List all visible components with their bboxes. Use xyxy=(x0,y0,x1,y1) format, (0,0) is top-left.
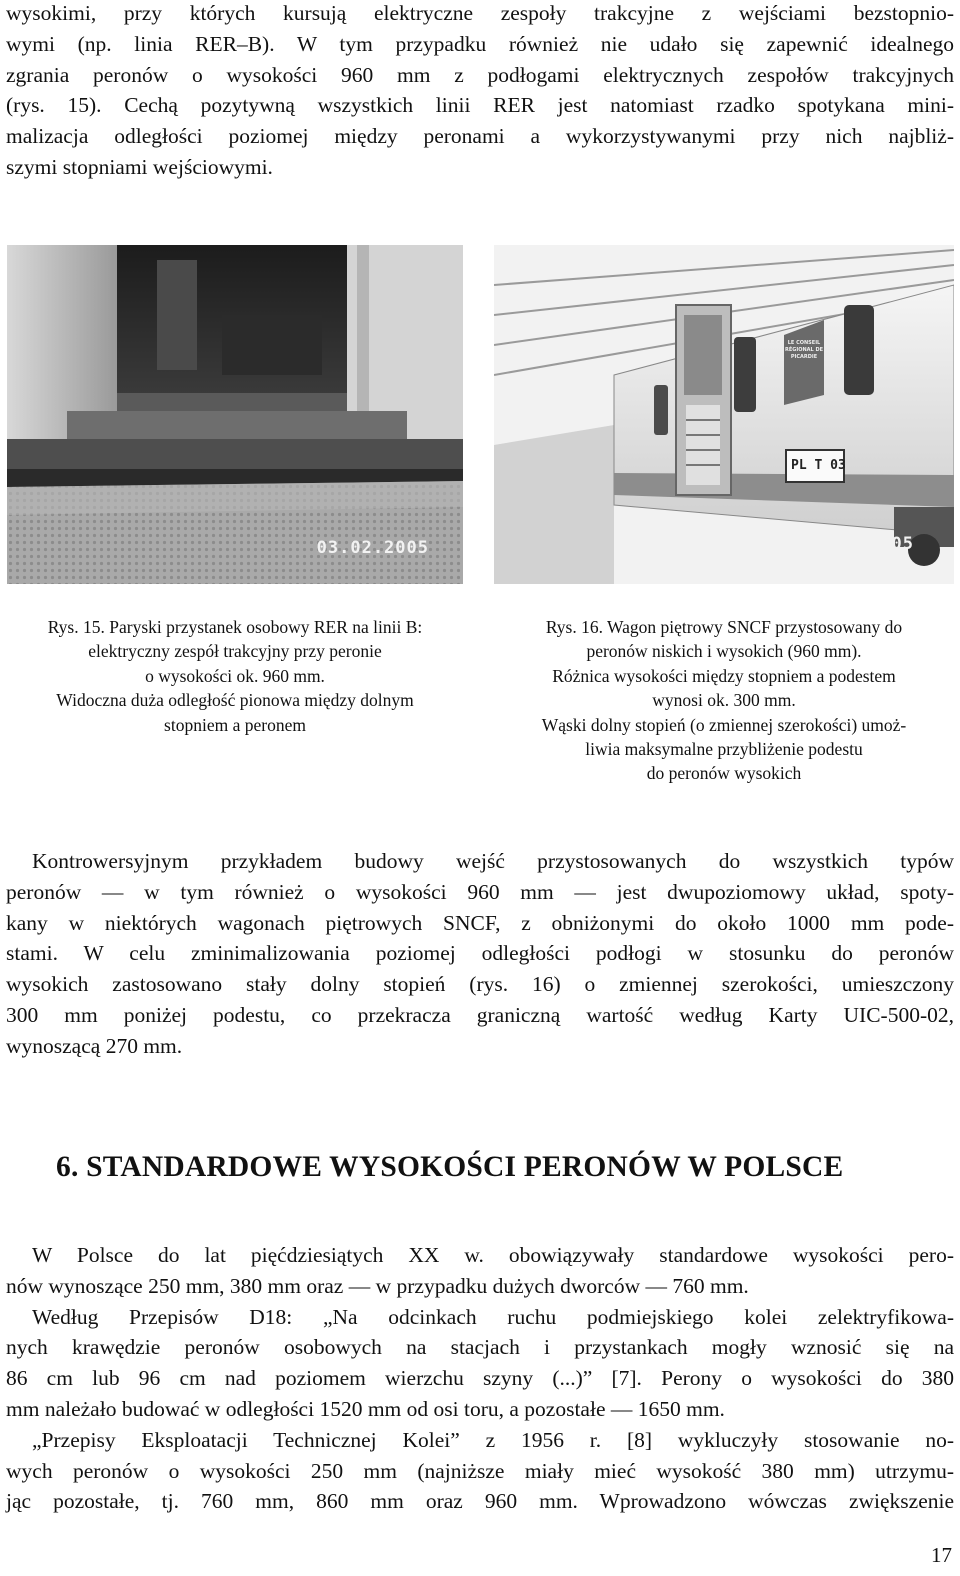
plate-text: PL T 03 xyxy=(791,458,846,473)
text-line: W Polsce do lat pięćdziesiątych XX w. obowiązywały standardowe wysokości pero- xyxy=(32,1243,954,1267)
text-line: malizacja odległości poziomej między peronami a wykorzystywanymi przy nich najbliż- xyxy=(6,124,954,149)
date-stamp: 27.01.2005 xyxy=(801,534,914,554)
caption-line: elektryczny zespół trakcyjny przy peronie xyxy=(88,641,382,662)
text-line: wych peronów o wysokości 250 mm (najniższe miały mieć wysokość 380 mm) utrzymu- xyxy=(6,1458,954,1483)
figure-15-caption xyxy=(10,615,460,737)
text-line: jąc pozostałe, tj. 760 mm, 860 mm oraz 960 mm. Wprowadzono wówczas zwiększenie xyxy=(6,1489,954,1514)
text-line: (rys. 15). Cechą pozytywną wszystkich linii RER jest natomiast rzadko spotykana mini- xyxy=(6,93,954,118)
caption-line: peronów niskich i wysokich (960 mm). xyxy=(586,641,862,662)
text-line: wysokimi, przy których kursują elektryczne zespoły trakcyjne z wejściami bezstopnio- xyxy=(6,1,954,25)
caption-line: wynosi ok. 300 mm. xyxy=(652,690,796,711)
caption-line: liwia maksymalne przybliżenie podestu xyxy=(585,739,863,760)
train-step-platform-image xyxy=(7,245,463,584)
paragraph-2 xyxy=(6,846,954,1062)
caption-line: do peronów wysokich xyxy=(646,763,802,784)
caption-line: Różnica wysokości między stopniem a podestem xyxy=(552,665,896,686)
text-line: „Przepisy Eksploatacji Technicznej Kolei” z 1956 r. [8] wykluczyły stosowanie no- xyxy=(32,1427,954,1452)
figure-15-photo xyxy=(7,245,463,584)
text-line: mm należało budować w odległości 1520 mm od osi toru, a pozostałe — 1650 mm. xyxy=(6,1396,725,1421)
text-line: wynoszącą 270 mm. xyxy=(6,1033,183,1058)
text-line: nów wynoszące 250 mm, 380 mm oraz — w przypadku dużych dworców — 760 mm. xyxy=(6,1273,749,1298)
paragraph-3 xyxy=(6,1240,954,1517)
text-line: wysokich zastosowano stały dolny stopień (rys. 16) o zmiennej szerokości, umieszczony xyxy=(6,972,954,997)
section-heading: 6. STANDARDOWE WYSOKOŚCI PERONÓW W POLSCE xyxy=(56,1151,844,1183)
caption-line: Rys. 16. Wagon piętrowy SNCF przystosowany do xyxy=(545,617,903,637)
date-stamp: 03.02.2005 xyxy=(316,538,429,558)
figure-16-caption xyxy=(496,615,952,786)
page-number: 17 xyxy=(931,1543,952,1567)
text-line: peronów — w tym również o wysokości 960 mm — jest dwupoziomowy układ, spoty- xyxy=(6,879,954,904)
text-line: nych krawędzie peronów osobowych na stacjach i przystankach mogły wznosić się na xyxy=(6,1335,954,1360)
caption-line: Wąski dolny stopień (o zmiennej szerokości) umoż- xyxy=(541,714,907,735)
text-line: szymi stopniami wejściowymi. xyxy=(6,154,273,179)
text-line: 86 cm lub 96 cm nad poziomem wierzchu szyny (...)” [7]. Perony o wysokości do 380 xyxy=(6,1366,954,1391)
caption-line: stopniem a peronem xyxy=(164,714,306,735)
figure-16-photo xyxy=(494,245,954,584)
logo-text: LE CONSEIL RÉGIONAL DE PICARDIE xyxy=(784,340,824,360)
text-line: stami. W celu zminimalizowania poziomej odległości podłogi w stosunku do peronów xyxy=(6,941,954,966)
intro-paragraph xyxy=(6,0,954,183)
text-line: wymi (np. linia RER–B). W tym przypadku również nie udało się zapewnić idealnego xyxy=(6,31,954,56)
text-line: Według Przepisów D18: „Na odcinkach ruchu podmiejskiego kolei zelektryfikowa- xyxy=(32,1304,954,1329)
caption-line: Rys. 15. Paryski przystanek osobowy RER na linii B: xyxy=(47,617,423,637)
text-line: zgrania peronów o wysokości 960 mm z podłogami elektrycznych zespołów trakcyjnych xyxy=(6,62,954,87)
caption-line: Widoczna duża odległość pionowa między dolnym xyxy=(56,690,414,711)
text-line: kany w niektórych wagonach piętrowych SNCF, z obniżonymi do około 1000 mm pode- xyxy=(6,910,954,935)
text-line: Kontrowersyjnym przykładem budowy wejść przystosowanych do wszystkich typów xyxy=(32,849,954,873)
caption-line: o wysokości ok. 960 mm. xyxy=(145,665,325,686)
text-line: 300 mm poniżej podestu, co przekracza graniczną wartość według Karty UIC-500-02, xyxy=(6,1002,954,1027)
